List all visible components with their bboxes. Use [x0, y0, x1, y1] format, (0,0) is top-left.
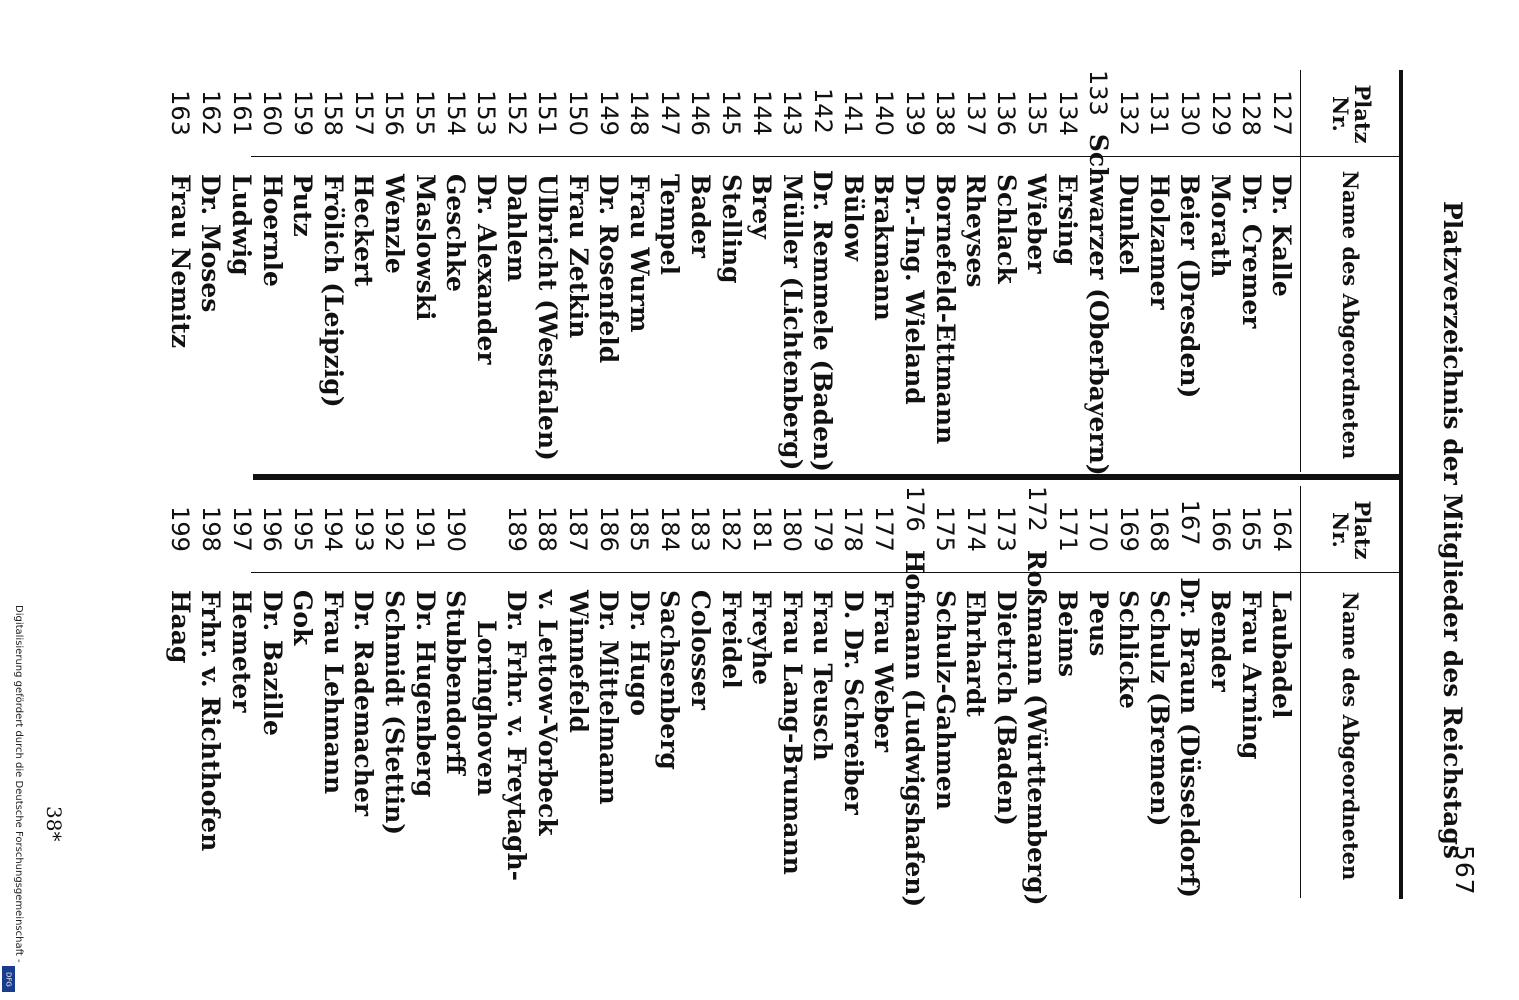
table-row	[869, 70, 900, 472]
member-name: Dr. Frhr. v. Freytagh-	[502, 590, 532, 882]
table-row	[471, 486, 502, 898]
table-row	[1144, 486, 1175, 898]
seat-number: 158	[319, 90, 348, 136]
member-name: Ersing	[1053, 174, 1083, 266]
seat-number: 163	[166, 90, 195, 136]
table-row	[226, 486, 257, 898]
table-row	[991, 70, 1022, 472]
table-row	[746, 486, 777, 898]
member-name: Ludwig	[227, 174, 257, 276]
seat-number: 180	[778, 506, 807, 552]
table-row	[899, 486, 930, 908]
member-name: Freidel	[716, 590, 746, 689]
seat-number: 165	[1237, 506, 1266, 552]
member-name: D. Dr. Schreiber	[838, 590, 868, 815]
member-name: Ehrhardt	[961, 590, 991, 717]
member-name: Dr. Alexander	[471, 174, 501, 365]
seat-number: 129	[1206, 90, 1235, 136]
seat-number: 149	[594, 90, 623, 136]
table-row	[471, 70, 502, 472]
table-row	[502, 486, 533, 898]
header-name: Name des Abgeordneten	[1338, 591, 1364, 881]
table-row	[1175, 486, 1206, 898]
page-title: Platzverzeichnis der Mitglieder des Reichstags	[1438, 200, 1467, 860]
seat-number: 185	[625, 506, 654, 552]
member-name: Dr. Hugo	[624, 590, 654, 716]
seat-number: 133	[1084, 70, 1113, 116]
seat-number: 137	[961, 90, 990, 136]
member-name: Hofmann (Ludwigshafen)	[900, 549, 930, 908]
seat-number: 143	[778, 90, 807, 136]
table-row	[838, 486, 869, 898]
table-row	[318, 486, 349, 898]
seat-number: 184	[655, 506, 684, 552]
member-name: Morath	[1206, 174, 1236, 278]
member-name: Schwarzer (Oberbayern)	[1083, 133, 1113, 476]
member-name: Frau Weber	[869, 590, 899, 753]
table-header	[1301, 486, 1401, 898]
table-row	[1205, 70, 1236, 472]
member-name: Dahlem	[502, 174, 532, 282]
table-row	[685, 70, 716, 472]
header-name: Name des Abgeordneten	[1338, 170, 1364, 460]
member-name: Dietrich (Baden)	[991, 590, 1021, 826]
table-row	[1113, 486, 1144, 898]
seat-number: 193	[349, 506, 378, 552]
member-name: Beier (Dresden)	[1175, 174, 1205, 399]
table-row	[440, 70, 471, 472]
member-name: Schlicke	[1114, 590, 1144, 709]
seat-number: 139	[900, 90, 929, 136]
member-name: Dr.-Ing. Wieland	[900, 174, 930, 405]
table-row	[410, 486, 441, 898]
seat-number: 173	[992, 506, 1021, 552]
seat-number: 128	[1237, 90, 1266, 136]
seat-number: 183	[686, 506, 715, 552]
seat-number: 161	[227, 90, 256, 136]
seat-number: 154	[441, 90, 470, 136]
member-name: Geschke	[441, 174, 471, 292]
table-row	[716, 70, 747, 472]
member-name: Gok	[288, 590, 318, 646]
right-rows	[165, 486, 1297, 908]
table-row	[226, 70, 257, 472]
table-row	[960, 486, 991, 898]
member-name: Bornefeld-Ettmann	[930, 174, 960, 445]
table-row	[808, 70, 839, 472]
left-table	[165, 70, 1401, 476]
member-name: Haag	[165, 590, 195, 664]
seat-number: 172	[1022, 486, 1051, 532]
header-rule	[1300, 486, 1301, 898]
member-name: Ulbricht (Westfalen)	[532, 174, 562, 461]
seat-number: 170	[1084, 506, 1113, 552]
table-row	[1236, 486, 1267, 898]
member-name: Schmidt (Stettin)	[379, 590, 409, 836]
seat-number: 191	[411, 506, 440, 552]
seat-number: 146	[686, 90, 715, 136]
seat-number: 145	[717, 90, 746, 136]
member-name: Stelling	[716, 174, 746, 284]
seat-number: 176	[900, 486, 929, 532]
member-name: Frölich (Leipzig)	[318, 174, 348, 408]
seat-number: 179	[808, 506, 837, 552]
member-name: Frau Zetkin	[563, 174, 593, 339]
seat-number: 157	[349, 90, 378, 136]
member-name: Bender	[1206, 590, 1236, 692]
table-row	[960, 70, 991, 472]
table-row	[746, 70, 777, 472]
table-row	[196, 486, 227, 898]
seat-number: 127	[1267, 90, 1296, 136]
table-row	[869, 486, 900, 898]
seat-number: 130	[1175, 90, 1204, 136]
seat-number: 175	[931, 506, 960, 552]
table-row	[655, 70, 686, 472]
table-row	[777, 70, 808, 472]
sheet-number: 38*	[42, 806, 66, 842]
seat-number: 132	[1114, 90, 1143, 136]
header-rule	[1300, 70, 1301, 472]
table-row	[349, 70, 380, 472]
member-name: Dr. Bazille	[257, 590, 287, 736]
right-table	[165, 486, 1401, 908]
table-row	[532, 70, 563, 472]
table-row	[1266, 70, 1297, 472]
member-name: Dr. Moses	[196, 174, 226, 313]
seat-number: 142	[808, 88, 837, 134]
member-name: Heckert	[349, 174, 379, 287]
dfg-logo: DFG	[2, 966, 15, 992]
table-row	[257, 486, 288, 898]
seat-number: 171	[1053, 506, 1082, 552]
seat-number: 174	[961, 506, 990, 552]
seat-number: 196	[258, 506, 287, 552]
member-name: Roßmann (Württemberg)	[1022, 549, 1052, 906]
table-row	[532, 486, 563, 898]
table-row	[379, 486, 410, 898]
member-name: Brey	[747, 174, 777, 239]
member-name: Bader	[685, 174, 715, 258]
seat-number: 136	[992, 90, 1021, 136]
seat-number: 199	[166, 506, 195, 552]
seat-number: 155	[411, 90, 440, 136]
table-row	[716, 486, 747, 898]
table-row	[655, 486, 686, 898]
table-row	[991, 486, 1022, 898]
seat-number: 150	[564, 90, 593, 136]
seat-number: 135	[1022, 90, 1051, 136]
table-row	[563, 70, 594, 472]
table-row	[257, 70, 288, 472]
table-row	[165, 70, 196, 472]
seat-number: 195	[288, 506, 317, 552]
seat-number: 189	[502, 506, 531, 552]
seat-number: 141	[839, 90, 868, 136]
digitization-credit: Digitalisierung gefördert durch die Deutsche Forschungsgemeinschaft -	[13, 605, 24, 963]
seat-number: 164	[1267, 506, 1296, 552]
member-name: v. Lettow-Vorbeck	[532, 590, 562, 836]
table-row	[379, 70, 410, 472]
member-name: Sachsenberg	[655, 590, 685, 770]
member-name: Frau Lang-Brumann	[777, 590, 807, 875]
seat-number: 190	[441, 506, 470, 552]
seat-number: 178	[839, 506, 868, 552]
table-row	[440, 486, 471, 898]
table-row	[196, 70, 227, 472]
table-row	[1205, 486, 1236, 898]
member-name: Putz	[288, 174, 318, 237]
table-row	[1144, 70, 1175, 472]
table-row	[899, 70, 930, 472]
table-row	[287, 70, 318, 472]
seat-number: 156	[380, 90, 409, 136]
member-name: Dr. Rademacher	[349, 590, 379, 817]
table-row	[502, 70, 533, 472]
member-name: Dr. Mittelmann	[594, 590, 624, 805]
member-name: Dr. Remmele (Baden)	[808, 169, 838, 472]
member-name: Rheyses	[961, 174, 991, 288]
seat-number: 159	[288, 90, 317, 136]
seat-number: 192	[380, 506, 409, 552]
member-name: Holzamer	[1144, 174, 1174, 310]
member-name: Colosser	[685, 590, 715, 710]
table-row	[563, 486, 594, 898]
seat-number: 151	[533, 90, 562, 136]
member-name: Frau Nemitz	[165, 174, 195, 349]
header-platz-nr: Platz Nr.	[1328, 84, 1375, 144]
seat-number: 131	[1145, 90, 1174, 136]
seat-number: 147	[655, 90, 684, 136]
center-divider	[253, 474, 1403, 480]
table-row	[777, 486, 808, 898]
seat-number: 152	[502, 90, 531, 136]
table-row	[349, 486, 380, 898]
member-name: Loringhoven	[471, 620, 501, 797]
seat-number: 134	[1053, 90, 1082, 136]
member-name: Peus	[1083, 590, 1113, 657]
seat-number: 162	[196, 90, 225, 136]
member-name: Dr. Braun (Düsseldorf)	[1175, 577, 1205, 898]
table-row	[1052, 70, 1083, 472]
table-row	[930, 70, 961, 472]
member-name: Dr. Hugenberg	[410, 590, 440, 798]
seat-number: 138	[931, 90, 960, 136]
member-name: Wieber	[1022, 174, 1052, 274]
member-name: Winnefeld	[563, 590, 593, 734]
table-row	[624, 70, 655, 472]
member-name: Dunkel	[1114, 174, 1144, 275]
left-rows	[165, 70, 1297, 476]
seat-number: 194	[319, 506, 348, 552]
member-name: Frhr. v. Richthofen	[196, 590, 226, 852]
member-name: Maslowski	[410, 174, 440, 321]
member-name: Beims	[1053, 590, 1083, 678]
member-name: Laubadel	[1267, 590, 1297, 719]
seat-number: 148	[625, 90, 654, 136]
table-row	[685, 486, 716, 898]
member-name: Hoernle	[257, 174, 287, 287]
table-row	[1236, 70, 1267, 472]
table-row	[1022, 486, 1053, 906]
member-name: Schulz-Gahmen	[930, 590, 960, 810]
member-name: Dr. Kalle	[1267, 174, 1297, 297]
seat-number: 140	[869, 90, 898, 136]
seat-number: 188	[533, 506, 562, 552]
member-name: Frau Wurm	[624, 174, 654, 333]
member-name: Dr. Cremer	[1236, 174, 1266, 329]
seat-number: 182	[717, 506, 746, 552]
member-name: Bülow	[838, 174, 868, 261]
seat-number: 144	[747, 90, 776, 136]
member-name: Freyhe	[747, 590, 777, 685]
page-number: 567	[1450, 845, 1479, 896]
table-row	[318, 70, 349, 472]
seat-number: 160	[258, 90, 287, 136]
member-name: Brakmann	[869, 174, 899, 321]
table-row	[1266, 486, 1297, 898]
member-name: Tempel	[655, 174, 685, 275]
member-name: Frau Teusch	[808, 590, 838, 761]
table-row	[593, 70, 624, 472]
seat-number: 198	[196, 506, 225, 552]
seat-number: 177	[869, 506, 898, 552]
table-row	[808, 486, 839, 898]
table-row	[593, 486, 624, 898]
table-row	[1022, 70, 1053, 472]
table-row	[838, 70, 869, 472]
table-row	[287, 486, 318, 898]
table-row	[624, 486, 655, 898]
member-name: Schulz (Bremen)	[1144, 590, 1174, 827]
table-row	[1175, 70, 1206, 472]
table-header	[1301, 70, 1401, 472]
seat-number: 153	[472, 90, 501, 136]
header-platz-nr: Platz Nr.	[1328, 500, 1375, 560]
table-row	[1083, 70, 1114, 476]
table-row	[165, 486, 196, 898]
seat-number: 167	[1175, 499, 1204, 546]
table-row	[1052, 486, 1083, 898]
seat-number: 181	[747, 506, 776, 552]
member-name: Wenzle	[379, 174, 409, 274]
seat-number: 187	[564, 506, 593, 552]
member-name: Dr. Rosenfeld	[594, 174, 624, 364]
seat-number: 197	[227, 506, 256, 552]
member-name: Müller (Lichtenberg)	[777, 174, 807, 471]
member-name: Frau Lehmann	[318, 590, 348, 795]
table-row	[410, 70, 441, 472]
seat-number: 169	[1114, 506, 1143, 552]
member-name: Hemeter	[227, 590, 257, 713]
member-name: Frau Arning	[1236, 590, 1266, 760]
seat-number: 166	[1206, 506, 1235, 552]
seat-number: 186	[594, 506, 623, 552]
seat-number: 168	[1145, 506, 1174, 552]
table-row	[1113, 70, 1144, 472]
table-row	[1083, 486, 1114, 898]
member-name: Schlack	[991, 174, 1021, 284]
member-name: Stubbendorff	[441, 590, 471, 775]
table-row	[930, 486, 961, 898]
